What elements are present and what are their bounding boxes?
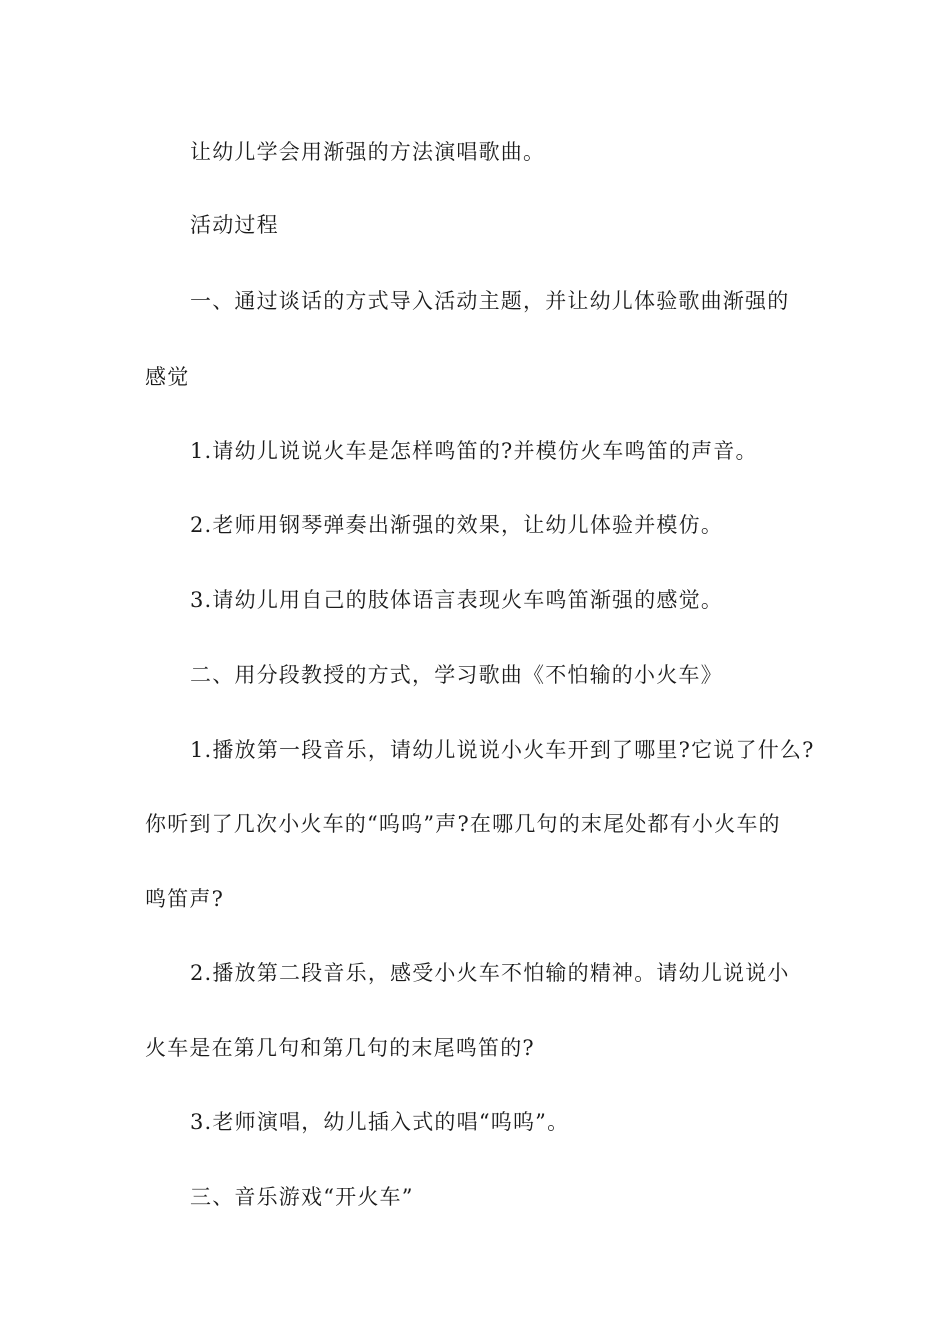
- section-one-heading: 一、通过谈话的方式导入活动主题，并让幼儿体验歌曲渐强的: [190, 289, 790, 313]
- step-1-2: 2.老师用钢琴弹奏出渐强的效果，让幼儿体验并模仿。: [190, 513, 724, 537]
- step-1-1: 1.请幼儿说说火车是怎样鸣笛的?并模仿火车鸣笛的声音。: [190, 439, 758, 463]
- step-2-1: 1.播放第一段音乐，请幼儿说说小火车开到了哪里?它说了什么?: [190, 738, 815, 762]
- heading-activity-process: 活动过程: [190, 213, 279, 237]
- section-three-heading: 三、音乐游戏“开火车”: [190, 1185, 414, 1209]
- section-two-heading: 二、用分段教授的方式，学习歌曲《不怕输的小火车》: [190, 663, 723, 687]
- step-2-2-cont: 火车是在第几句和第几句的末尾鸣笛的?: [145, 1036, 535, 1060]
- paragraph-goal: 让幼儿学会用渐强的方法演唱歌曲。: [190, 140, 546, 164]
- step-2-1-cont-2: 鸣笛声?: [145, 887, 225, 911]
- section-one-heading-cont: 感觉: [145, 365, 190, 389]
- step-2-3: 3.老师演唱，幼儿插入式的唱“呜呜”。: [190, 1110, 570, 1134]
- step-2-2: 2.播放第二段音乐，感受小火车不怕输的精神。请幼儿说说小: [190, 961, 790, 985]
- step-2-1-cont: 你听到了几次小火车的“呜呜”声?在哪几句的末尾处都有小火车的: [145, 812, 781, 836]
- step-1-3: 3.请幼儿用自己的肢体语言表现火车鸣笛渐强的感觉。: [190, 588, 724, 612]
